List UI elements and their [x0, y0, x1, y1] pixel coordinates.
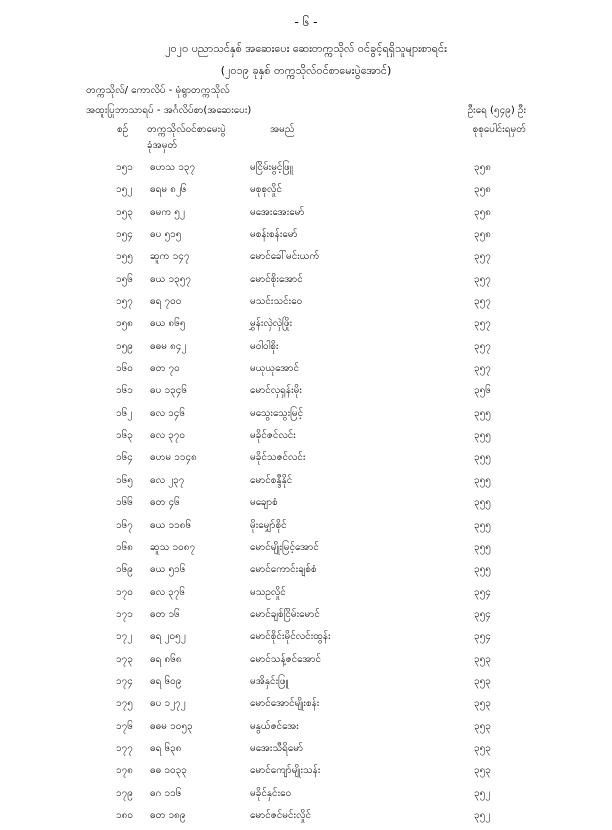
row-number: ၁၇၂	[116, 631, 133, 643]
total-score: ၃၅၅	[474, 541, 491, 553]
row-number: ၁၅၄	[116, 229, 133, 241]
table-row	[0, 786, 612, 808]
student-name: မဝါဝါစိုး	[250, 340, 279, 352]
row-number: ၁၆၄	[116, 452, 133, 464]
column-header-number: စဉ်	[117, 124, 129, 135]
roll-number: ဓတ ၁၆	[150, 608, 180, 620]
university-label: တက္ကသိုလ်/ ကောလိပ် - မုံရွာတက္ကသိုလ်	[86, 85, 230, 96]
total-score: ၃၅၄	[474, 631, 491, 643]
roll-number: ဓဟသ ၁၃၇	[150, 162, 196, 173]
student-name: မောင်မျိုးမြင့်အောင်	[250, 541, 319, 553]
table-row	[0, 339, 612, 361]
total-score: ၃၅၄	[474, 586, 491, 598]
row-number: ၁၅၂	[116, 184, 133, 196]
roll-number: ဓရ ၆၀၉	[150, 675, 182, 687]
table-row	[0, 674, 612, 696]
total-score: ၃၅၃	[474, 675, 491, 687]
student-name: မသဥလှိုင်	[250, 586, 286, 598]
row-number: ၁၆၉	[116, 564, 133, 576]
total-score: ၃၅၂	[474, 809, 491, 821]
row-number: ၁၅၈	[116, 318, 133, 330]
student-name: မောင်ကောင်းချစ်စံ	[250, 564, 317, 576]
table-row	[0, 182, 612, 204]
column-header-score: စုစုပေါင်းရမှတ်	[472, 124, 526, 135]
row-number: ၁၇၇	[116, 742, 133, 754]
student-name: မခိုင်သဇင်လင်း	[250, 452, 306, 464]
row-number: ၁၅၉	[116, 340, 133, 352]
row-number: ၁၅၇	[116, 296, 133, 308]
table-row	[0, 160, 612, 182]
student-name: မောင်သန့်ဇင်အောင်	[250, 653, 322, 665]
roll-number: ဓတ ၇၀	[150, 363, 180, 375]
table-row	[0, 540, 612, 562]
row-number: ၁၆၇	[116, 519, 133, 531]
student-name: မွှန်းလှဲလှဲဖြိုး	[250, 318, 293, 330]
roll-number: ဓရ ၂၀၅၂	[150, 631, 186, 643]
total-score: ၃၅၃	[474, 720, 491, 732]
total-score: ၃၅၅	[474, 497, 491, 509]
row-number: ၁၆၆	[116, 497, 133, 509]
student-name: မစန်းစန်းမော်	[250, 229, 298, 241]
student-name: မောင်လှရှန်းမိုး	[250, 385, 302, 397]
table-row	[0, 495, 612, 517]
column-header-name: အမည်	[270, 124, 295, 135]
roll-number: ဓလ ၂၃၇	[150, 474, 185, 486]
roll-number: ဓရမ ၈၂၆	[150, 184, 187, 196]
student-name: မသွေးသွေးမြင့်	[250, 407, 304, 419]
student-name: မအိနှင်းဖြူ	[250, 675, 289, 687]
roll-number: ဓယ ၁၁၈၆	[150, 519, 192, 531]
roll-number: ဓဓမ ၁၀၅၃	[150, 720, 193, 732]
student-name: မောင်စိုင်းမိုင်လင်းထွန်း	[250, 631, 331, 643]
total-score: ၃၅၈	[474, 229, 491, 241]
total-score: ၃၅၅	[474, 474, 491, 486]
student-name: မောင်ချစ်ငြိမ်းမောင်	[250, 608, 320, 620]
roll-number: ဓယ ၁၃၅၇	[150, 273, 192, 285]
roll-number: ဓယ ၈၆၅	[150, 318, 186, 330]
row-number: ၁၈၀	[116, 809, 133, 821]
table-row	[0, 629, 612, 651]
row-number: ၁၇၆	[116, 720, 133, 732]
roll-number: ဓဂ ၁၁၆	[150, 787, 182, 799]
student-name: မယုယုအောင်	[250, 363, 300, 375]
column-header-roll-number-line2: ခုံအမှတ်	[147, 140, 178, 151]
row-number: ၁၇၃	[116, 653, 133, 665]
row-number: ၁၇၄	[116, 675, 133, 687]
roll-number: ဓဓ ၁၀၃၃	[150, 765, 187, 777]
column-header-roll-number: တက္ကသိုလ်ဝင်စာမေးပွဲ	[147, 124, 226, 135]
total-score: ၃၅၅	[474, 430, 491, 442]
student-name: မချောစံ	[250, 497, 278, 509]
row-number: ၁၆၀	[116, 363, 133, 375]
total-score: ၃၅၈	[474, 162, 491, 173]
roll-number: ဓပ ၁၂၇၂	[150, 698, 186, 710]
table-row	[0, 428, 612, 450]
table-row	[0, 719, 612, 741]
table-row	[0, 808, 612, 830]
roll-number: ဓပ ၁၃၄၆	[150, 385, 188, 397]
total-score: ၃၅၈	[474, 206, 491, 218]
student-name: မခိုင်နှင်းဝေ	[250, 787, 292, 799]
total-score: ၃၅၃	[474, 765, 491, 777]
student-name: မစုစုလှိုင်	[250, 184, 282, 196]
table-row	[0, 450, 612, 472]
total-score: ၃၅၅	[474, 452, 491, 464]
total-score: ၃၅၇	[474, 340, 491, 352]
total-score: ၃၅၅	[474, 519, 491, 531]
results-table	[0, 160, 612, 830]
document-title: ၂၀၂၀ ပညာသင်နှစ် အဆေးပေး ဆေးတက္ကသိုလ် ဝင်ခွင့်ရရှိသူများစာရင်း	[165, 42, 447, 55]
total-score: ၃၅၃	[474, 653, 491, 665]
table-row	[0, 562, 612, 584]
student-name: မခိုင်ဇင်လင်း	[250, 430, 296, 442]
student-name: မောင်ခေါ်မင်းယက်	[250, 251, 320, 263]
table-row	[0, 227, 612, 249]
row-number: ၁၇၁	[116, 608, 133, 620]
student-name: မသင်းသင်းဝေ	[250, 296, 303, 308]
total-score: ၃၅၃	[474, 742, 491, 754]
roll-number: ဆူက ၁၄၇	[150, 251, 190, 263]
row-number: ၁၆၂	[116, 407, 133, 419]
total-score: ၃၅၅	[474, 407, 491, 419]
student-name: မောင်စန္ဒီနိုင်	[250, 474, 293, 486]
table-row	[0, 294, 612, 316]
total-score: ၃၅၇	[474, 251, 491, 263]
total-score: ၃၅၇	[474, 363, 491, 375]
total-score: ၃၅၇	[474, 273, 491, 285]
student-name: မောင်ကျော်မျိုးသန်း	[250, 765, 321, 777]
page-number: - ၆ -	[294, 15, 318, 29]
roll-number: ဆူသ ၁၀၈၇	[150, 541, 196, 553]
table-row	[0, 741, 612, 763]
cutoff-label: ဦးရေ (၅၄၉) ဦး	[467, 105, 526, 116]
total-score: ၃၅၂	[474, 787, 491, 799]
student-name: မောင်ဇင်မင်းလှိုင်	[250, 809, 312, 821]
row-number: ၁၇၉	[116, 787, 133, 799]
table-row	[0, 249, 612, 271]
row-number: ၁၅၆	[116, 273, 133, 285]
roll-number: ဓပ ၅၁၅	[150, 229, 182, 241]
student-name: မနွယ်ဇင်အေး	[250, 720, 299, 732]
table-row	[0, 361, 612, 383]
student-name: မောင်စိုးအောင်	[250, 273, 303, 285]
student-name: မငြိမ်းမွင့်ဖြူ	[250, 162, 293, 173]
roll-number: ဓတ ၁၈၉	[150, 809, 186, 821]
student-name: မအေးသီရိမော်	[250, 742, 304, 754]
total-score: ၃၅၇	[474, 296, 491, 308]
roll-number: ဓရ ၈၆၈	[150, 653, 182, 665]
total-score: ၃၅၆	[474, 385, 491, 397]
roll-number: ဓလ ၁၄၆	[150, 407, 186, 419]
table-row	[0, 272, 612, 294]
row-number: ၁၇၀	[116, 586, 133, 598]
table-row	[0, 607, 612, 629]
row-number: ၁၆၈	[116, 541, 133, 553]
table-row	[0, 316, 612, 338]
roll-number: ဓတ ၄၆	[150, 497, 180, 509]
table-row	[0, 696, 612, 718]
table-row	[0, 473, 612, 495]
total-score: ၃၅၇	[474, 318, 491, 330]
row-number: ၁၆၃	[116, 430, 133, 442]
total-score: ၃၅၃	[474, 698, 491, 710]
total-score: ၃၅၄	[474, 608, 491, 620]
roll-number: ဓယ ၅၁၆	[150, 564, 186, 576]
row-number: ၁၅၁	[116, 162, 133, 173]
roll-number: ဓမက ၅၂	[150, 206, 185, 218]
roll-number: ဓရ ၇၀၀	[150, 296, 182, 308]
row-number: ၁၇၈	[116, 765, 133, 777]
row-number: ၁၆၅	[116, 474, 133, 486]
document-subtitle: (၂၀၁၉ ခုနှစ် တက္ကသိုလ်ဝင်စာမေးပွဲအောင်)	[220, 64, 392, 77]
roll-number: ဓလ ၃၇၆	[150, 586, 186, 598]
table-row	[0, 652, 612, 674]
roll-number: ဓဟမ ၁၁၄၈	[150, 452, 197, 464]
total-score: ၃၅၈	[474, 184, 491, 196]
roll-number: ဓလ ၃၇၀	[150, 430, 186, 442]
table-row	[0, 406, 612, 428]
major-label: အထူးပြုဘာသာရပ် - အင်္ဂလိပ်စာ(အဆေးပေး)	[86, 105, 252, 116]
student-name: မောင်အောင်မျိုးစန်း	[250, 698, 320, 710]
row-number: ၁၇၅	[116, 698, 133, 710]
roll-number: ဓရ ၆၃၈	[150, 742, 182, 754]
row-number: ၁၅၅	[116, 251, 133, 263]
table-row	[0, 763, 612, 785]
student-name: မိုးမျှော်စိုင်	[250, 519, 287, 531]
row-number: ၁၅၃	[116, 206, 133, 218]
table-row	[0, 585, 612, 607]
table-row	[0, 383, 612, 405]
row-number: ၁၆၁	[116, 385, 133, 397]
total-score: ၃၅၅	[474, 564, 491, 576]
table-row	[0, 205, 612, 227]
student-name: မအေးအေးမော်	[250, 206, 305, 218]
roll-number: ဓဓမ ၈၄၂	[150, 340, 187, 352]
table-row	[0, 518, 612, 540]
